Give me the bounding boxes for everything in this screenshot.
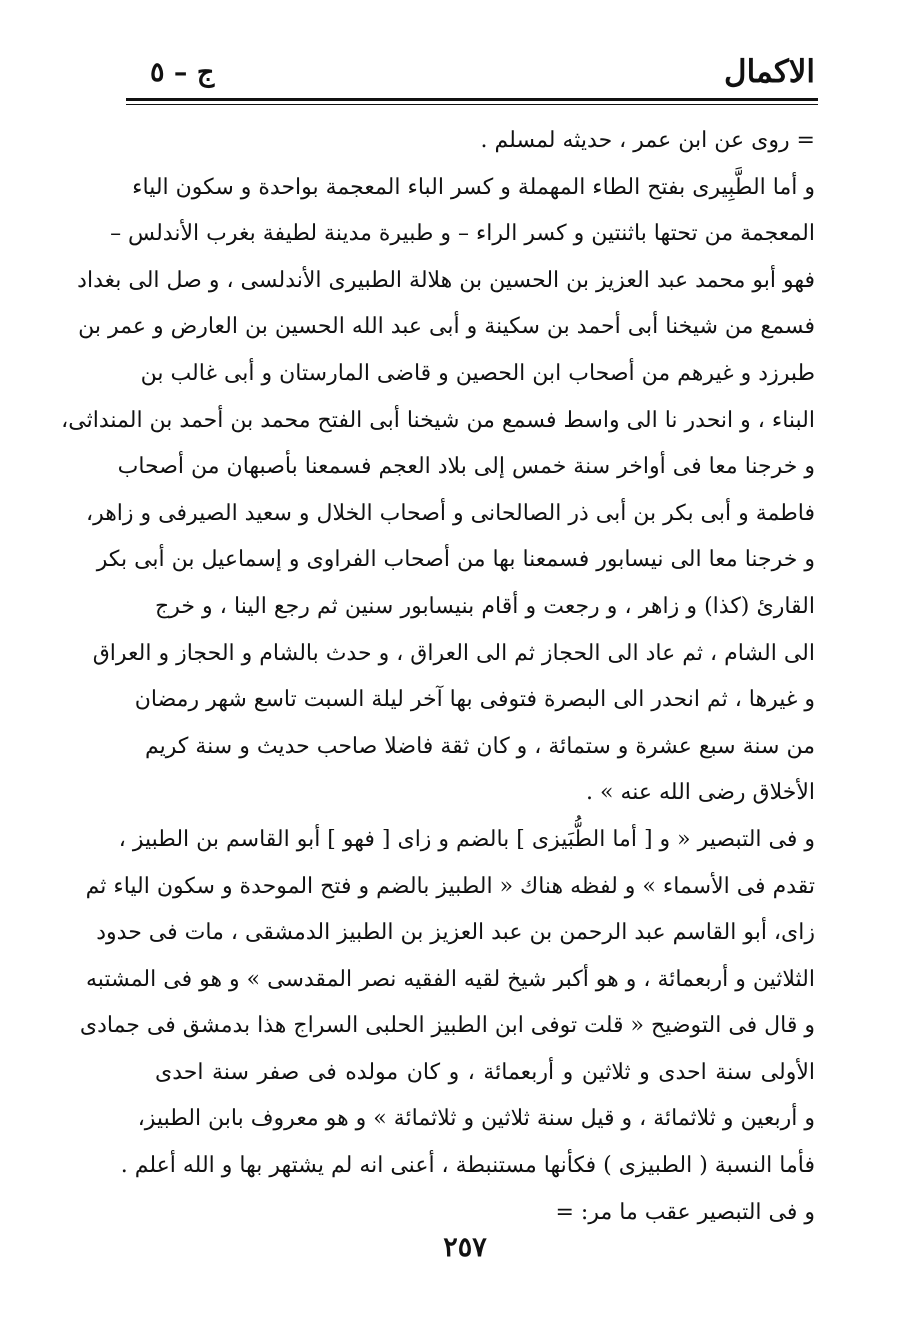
text-line: الأولى سنة احدى و ثلاثين و أربعمائة ، و كان مولده فى صفر سنة احدى bbox=[155, 1059, 815, 1085]
text-line: من سنة سبع عشرة و ستمائة ، و كان ثقة فاضلا صاحب حديث و سنة كريم bbox=[145, 733, 815, 759]
page-header bbox=[150, 50, 815, 94]
header-rule-thick bbox=[126, 98, 818, 101]
text-line: فاطمة و أبى بكر بن أبى ذر الصالحانى و أصحاب الخلال و سعيد الصيرفى و زاهر، bbox=[85, 500, 815, 526]
header-rule-thin bbox=[126, 104, 818, 105]
text-line: و خرجنا معا الى نيسابور فسمعنا بها من أصحاب الفراوى و إسماعيل بن أبى بكر bbox=[96, 547, 815, 573]
text-line: و قال فى التوضيح « قلت توفى ابن الطبيز الحلبى السراج هذا بدمشق فى جمادى bbox=[79, 1013, 815, 1039]
running-title: الاكمال bbox=[724, 54, 815, 90]
volume-number: ج – ٥ bbox=[150, 57, 215, 88]
text-line: = روى عن ابن عمر ، حديثه لمسلم . bbox=[480, 128, 815, 153]
text-line: طبرزد و غيرهم من أصحاب ابن الحصين و قاضى المارستان و أبى غالب بن bbox=[140, 360, 815, 386]
text-line: الثلاثين و أربعمائة ، و هو أكبر شيخ لقيه الفقيه نصر المقدسى » و هو فى المشتبه bbox=[86, 966, 815, 992]
text-line: تقدم فى الأسماء » و لفظه هناك « الطبيز بالضم و فتح الموحدة و سكون الياء ثم bbox=[85, 873, 815, 899]
text-line: و أربعين و ثلاثمائة ، و قيل سنة ثلاثين و ثلاثمائة » و هو معروف بابن الطبيز، bbox=[137, 1106, 815, 1132]
text-line: فسمع من شيخنا أبى أحمد بن سكينة و أبى عبد الله الحسين بن العارض و عمر بن bbox=[78, 314, 815, 340]
text-line: فأما النسبة ( الطبيزى ) فكأنها مستنبطة ، أعنى انه لم يشتهر بها و الله أعلم . bbox=[120, 1153, 815, 1179]
text-line: البناء ، و انحدر نا الى واسط فسمع من شيخنا أبى الفتح محمد بن أحمد بن المنداثى، bbox=[61, 407, 815, 433]
text-line: و غيرها ، ثم انحدر الى البصرة فتوفى بها آخر ليلة السبت تاسع شهر رمضان bbox=[134, 687, 815, 713]
text-line: زاى، أبو القاسم عبد الرحمن بن عبد العزيز بن الطبيز الدمشقى ، مات فى حدود bbox=[96, 920, 815, 946]
page-number: ٢٥٧ bbox=[443, 1232, 487, 1263]
text-line: القارئ (كذا) و زاهر ، و رجعت و أقام بنيسابور سنين ثم رجع الينا ، و خرج bbox=[155, 593, 815, 619]
text-line: الأخلاق رضى الله عنه » . bbox=[586, 780, 815, 806]
body-text bbox=[61, 118, 815, 1236]
text-line: و أما الطَّبِيرى بفتح الطاء المهملة و كسر الباء المعجمة بواحدة و سكون الياء bbox=[132, 174, 815, 200]
text-line: المعجمة من تحتها باثنتين و كسر الراء – و طبيرة مدينة لطيفة بغرب الأندلس – bbox=[110, 221, 815, 247]
text-line: الى الشام ، ثم عاد الى الحجاز ثم الى العراق ، و حدث بالشام و الحجاز و العراق bbox=[92, 640, 815, 666]
text-line: فهو أبو محمد عبد العزيز بن الحسين بن هلالة الطبيرى الأندلسى ، و صل الى بغداد bbox=[77, 267, 815, 293]
text-line: و خرجنا معا فى أواخر سنة خمس إلى بلاد العجم فسمعنا بأصبهان من أصحاب bbox=[117, 454, 815, 480]
text-line: و فى التبصير « و [ أما الطُّبَيزى ] بالضم و زاى [ فهو ] أبو القاسم بن الطبيز ، bbox=[118, 826, 815, 852]
text-line: و فى التبصير عقب ما مر: = bbox=[555, 1199, 815, 1225]
